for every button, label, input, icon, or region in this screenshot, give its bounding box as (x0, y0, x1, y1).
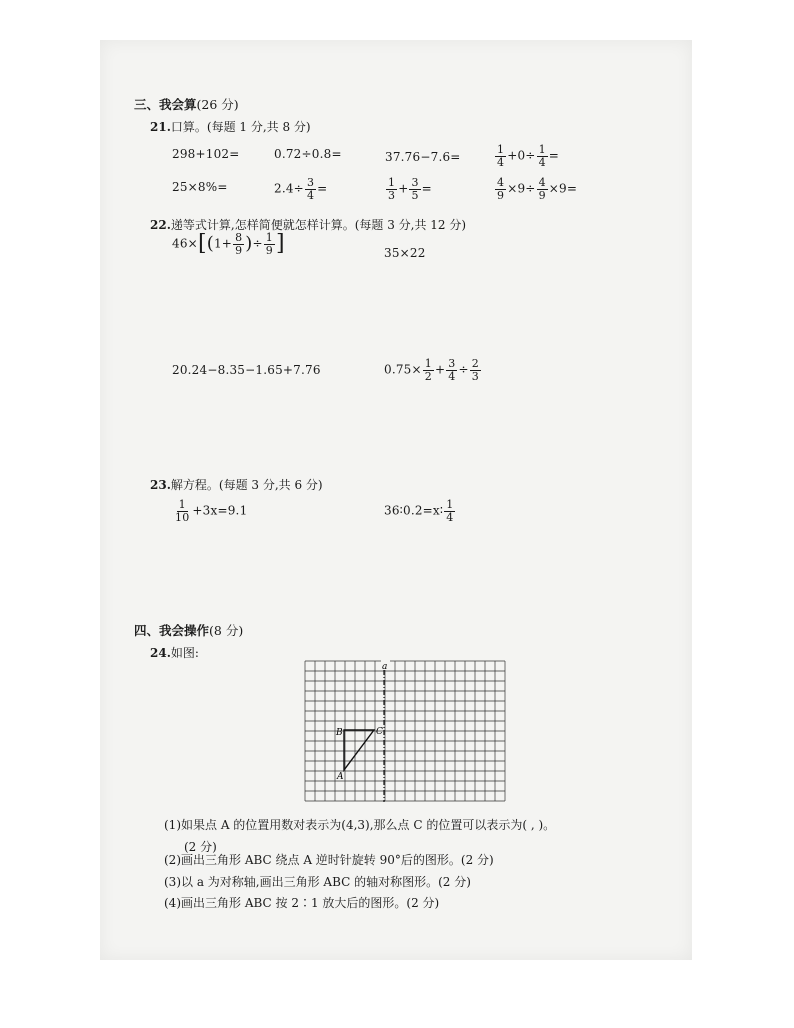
fraction: $\frac{4}{9}$ (497, 176, 505, 202)
axis-label-a: a (382, 662, 388, 672)
question-24-text: 如图: (170, 646, 199, 660)
question-23-text: 解方程。(每题 3 分,共 6 分) (170, 478, 323, 492)
question-21-text: 口算。(每题 1 分,共 8 分) (170, 120, 311, 134)
fraction: $\frac{3}{4}$ (306, 176, 315, 202)
calc-expression-1: 46×[(1+ $\frac{8}{9}$ )÷ $\frac{1}{9}$ ] (172, 231, 285, 257)
fraction: $\frac{1}{4}$ (497, 143, 505, 169)
fraction: $\frac{3}{4}$ (448, 357, 456, 383)
question-21-title (150, 118, 311, 135)
oral-item-h: $\frac{4}{9}$ ×9÷ $\frac{4}{9}$ ×9= (497, 176, 578, 202)
q24-part-2: (2)画出三角形 ABC 绕点 A 逆时针旋转 90°后的图形。(2 分) (164, 853, 494, 867)
section-3-heading (134, 95, 239, 113)
grid-svg (304, 660, 506, 802)
question-22-number: 22. (150, 218, 171, 232)
q24-part-4: (4)画出三角形 ABC 按 2∶1 放大后的图形。(2 分) (164, 896, 440, 910)
point-label-a: A (337, 772, 344, 782)
fraction: $\frac{1}{2}$ (424, 357, 432, 383)
oral-item-b: 0.72÷0.8= (274, 147, 342, 161)
section-3-score: (26 分) (196, 97, 239, 112)
coordinate-grid-figure (304, 660, 506, 806)
fraction: $\frac{3}{5}$ (411, 176, 419, 202)
fraction: $\frac{1}{3}$ (388, 176, 396, 202)
triangle-abc (344, 730, 374, 770)
oral-item-f: 2.4÷ $\frac{3}{4}$ = (274, 176, 328, 202)
fraction: $\frac{1}{4}$ (538, 143, 546, 169)
calc-expression-4: 0.75× $\frac{1}{2}$ + $\frac{3}{4}$ ÷ $\frac{2}{3}$ (384, 357, 479, 383)
point-label-b: B (336, 728, 343, 738)
question-23-title (150, 476, 323, 493)
equation-2: 36∶0.2=x∶ $\frac{1}{4}$ (384, 498, 454, 524)
question-21-number: 21. (150, 120, 171, 134)
oral-item-e: 25×8%= (172, 180, 228, 194)
oral-item-c: 37.76−7.6= (385, 150, 461, 164)
fraction: $\frac{1}{4}$ (446, 498, 454, 524)
fraction: $\frac{1}{10}$ (175, 498, 190, 524)
section-4-heading (134, 621, 243, 639)
question-24-title (150, 644, 199, 661)
grid-lines (305, 661, 505, 801)
fraction: $\frac{2}{3}$ (471, 357, 479, 383)
section-4-label: 四、我会操作 (134, 623, 210, 638)
question-22-text: 递等式计算,怎样简便就怎样计算。(每题 3 分,共 12 分) (170, 218, 467, 232)
fraction: $\frac{1}{9}$ (265, 231, 273, 257)
question-23-number: 23. (150, 478, 171, 492)
oral-item-g: $\frac{1}{3}$ + $\frac{3}{5}$ = (388, 176, 432, 202)
question-24-number: 24. (150, 646, 171, 660)
calc-expression-2: 35×22 (384, 246, 426, 260)
oral-item-d: $\frac{1}{4}$ +0÷ $\frac{1}{4}$ = (497, 143, 560, 169)
section-3-label: 三、我会算 (134, 97, 197, 112)
calc-expression-3: 20.24−8.35−1.65+7.76 (172, 363, 321, 377)
section-4-score: (8 分) (209, 623, 244, 638)
fraction: $\frac{4}{9}$ (538, 176, 546, 202)
oral-item-a: 298+102= (172, 147, 240, 161)
point-label-c: C (376, 727, 383, 737)
fraction: $\frac{8}{9}$ (235, 231, 243, 257)
equation-1: $\frac{1}{10}$ +3x=9.1 (175, 498, 248, 524)
q24-part-3: (3)以 a 为对称轴,画出三角形 ABC 的轴对称图形。(2 分) (164, 875, 471, 889)
q24-part-1-score: (2 分) (184, 840, 217, 854)
q24-part-1: (1)如果点 A 的位置用数对表示为(4,3),那么点 C 的位置可以表示为( , )。 (164, 818, 556, 832)
